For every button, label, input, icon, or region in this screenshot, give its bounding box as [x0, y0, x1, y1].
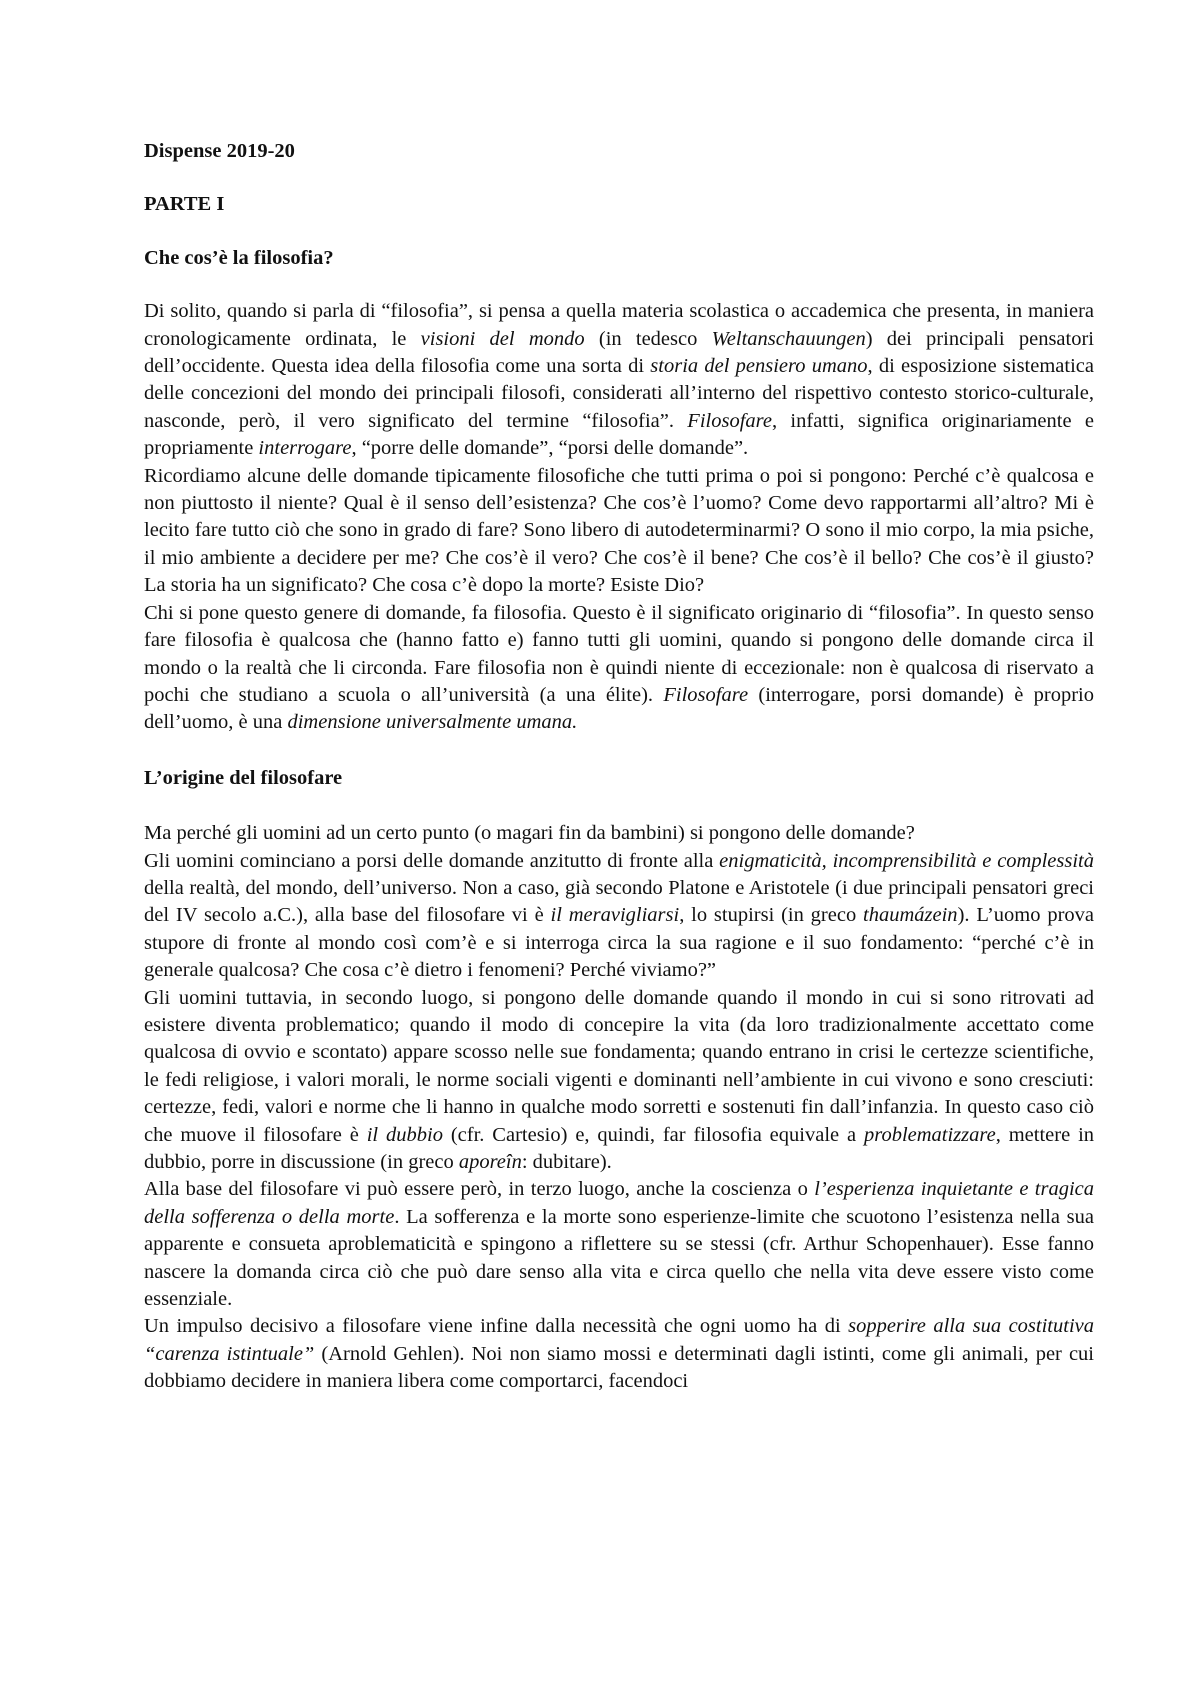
text-run: ). L’uomo prova stupore di fronte al mondo così com’è e si interroga circa la sua ragione e il suo fondamento: “perché c’è in generale qualcosa? Che cosa c’è dietro i fenomeni? Perché viviamo?”: [144, 904, 1094, 982]
paragraph: [144, 848, 1094, 985]
paragraph: [144, 298, 1094, 462]
text-run: Alla base del filosofare vi può essere però, in terzo luogo, anche la coscienza o: [144, 1178, 815, 1201]
paragraph: [144, 600, 1094, 737]
text-run: , infatti, significa originariamente e propriamente: [144, 409, 1094, 460]
text-run-italic: Filosofare: [663, 683, 749, 706]
part-heading: PARTE I: [144, 193, 225, 216]
text-run-italic: interrogare: [258, 437, 352, 460]
text-run-italic: il meravigliarsi: [550, 904, 680, 927]
text-run-italic: Weltanschauungen: [711, 327, 866, 350]
text-run: Un impulso decisivo a filosofare viene infine dalla necessità che ogni uomo ha di: [144, 1315, 849, 1338]
text-run-italic: l’esperienza inquietante e tragica della sofferenza o della morte: [144, 1178, 1094, 1228]
paragraph: [144, 985, 1094, 1177]
text-run: (interrogare, porsi domande) è proprio dell’uomo, è una: [144, 683, 1094, 734]
text-run-italic: storia del pensiero umano: [650, 355, 868, 378]
text-run: Gli uomini cominciano a porsi delle domande anzitutto di fronte alla: [144, 849, 720, 872]
text-run-italic: aporeîn: [458, 1151, 522, 1173]
text-run: (cfr. Cartesio) e, quindi, far filosofia equivale a: [442, 1123, 864, 1146]
text-run: : dubitare).: [521, 1151, 612, 1173]
paragraph: Ricordiamo alcune delle domande tipicamente filosofiche che tutti prima o poi si pongono: Perché c’è qualcosa e non piuttosto il niente? Qual è il senso dell’esistenza? Che cos’è l’uomo? Come devo rapportarmi all’altro? Mi è lecito fare tutto ciò che sono in grado di fare? Sono libero di autodeterminarmi? O sono il mio corpo, la mia psiche, il mio ambiente a decidere per me? Che cos’è il vero? Che cos’è il bene? Che cos’è il bello? Che cos’è il giusto? La storia ha un significato? Che cosa c’è dopo la morte? Esiste Dio?: [144, 464, 1094, 597]
section-heading-what-is-philosophy: Che cos’è la filosofia?: [144, 246, 334, 269]
text-run-italic: il dubbio: [366, 1123, 443, 1146]
text-run: , “porre delle domande”, “porsi delle domande”.: [351, 437, 749, 460]
paragraph: [144, 1313, 1094, 1395]
text-run: , di esposizione sistematica delle concezioni del mondo dei principali filosofi, considerati all’interno del rispettivo contesto storico-culturale, nasconde, però, il vero significato del termine “filosofia”.: [144, 355, 1094, 432]
text-run: , lo stupirsi (in greco: [679, 904, 864, 927]
text-run-italic: dimensione universalmente umana.: [287, 711, 578, 734]
text-run: (Arnold Gehlen). Noi non siamo mossi e determinati dagli istinti, come gli animali, per cui dobbiamo decidere in maniera libera come comportarci, facendoci: [144, 1342, 1094, 1393]
document-page: [144, 138, 1094, 1396]
text-run-italic: problematizzare: [863, 1123, 996, 1146]
text-run-italic: enigmaticità, incomprensibilità e complessità: [719, 849, 1094, 872]
text-run: . La sofferenza e la morte sono esperienze-limite che scuotono l’esistenza nella sua apparente e consueta aproblematicità e spingono a riflettere su se stessi (cfr. Arthur Schopenhauer). Esse fanno nascere la domanda circa ciò che può dare senso alla vita e circa quello che nella vita deve essere visto come essenziale.: [144, 1205, 1094, 1311]
document-title: Dispense 2019-20: [144, 140, 295, 162]
text-run: (in tedesco: [584, 327, 712, 350]
paragraph: [144, 1176, 1094, 1313]
text-run: Di solito, quando si parla di “filosofia”, si pensa a quella materia scolastica o accademica che presenta, in maniera cronologicamente ordinata, le: [144, 300, 1094, 350]
text-run: della realtà, del mondo, dell’universo. Non a caso, già secondo Platone e Aristotele (i due principali pensatori greci del IV secolo a.C.), alla base del filosofare vi è: [144, 876, 1094, 927]
paragraph: Ma perché gli uomini ad un certo punto (o magari fin da bambini) si pongono delle domande?: [144, 822, 915, 845]
text-run-italic: sopperire alla sua costitutiva “carenza istintuale”: [144, 1315, 1094, 1365]
text-run: ) dei principali pensatori dell’occidente. Questa idea della filosofia come una sorta di: [144, 327, 1094, 378]
section-heading-origin: L’origine del filosofare: [144, 766, 343, 789]
text-run-italic: thaumázein: [863, 904, 958, 927]
text-run-italic: Filosofare: [687, 409, 772, 432]
text-run-italic: visioni del mondo: [420, 327, 585, 350]
text-run: , mettere in dubbio, porre in discussione (in greco: [144, 1123, 1095, 1173]
text-run: Chi si pone questo genere di domande, fa filosofia. Questo è il significato originario di “filosofia”. In questo senso fare filosofia è qualcosa che (hanno fatto e) fanno tutti gli uomini, quando si pongono delle domande circa il mondo o la realtà che li circonda. Fare filosofia non è quindi niente di eccezionale: non è qualcosa di riservato a pochi che studiano a scuola o all’università (a una élite).: [144, 601, 1094, 706]
text-run: Gli uomini tuttavia, in secondo luogo, si pongono delle domande quando il mondo in cui si sono ritrovati ad esistere diventa problematico; quando il modo di concepire la vita (da loro tradizionalmente accettato come qualcosa di ovvio e scontato) appare scosso nelle sue fondamenta; quando entrano in crisi le certezze scientifiche, le fedi religiose, i valori morali, le norme sociali vigenti e dominanti nell’ambiente in cui vivono e sono cresciuti: certezze, fedi, valori e norme che li hanno in qualche modo sorretti e sostenuti fin dall’infanzia. In questo caso ciò che muove il filosofare è: [144, 986, 1094, 1146]
